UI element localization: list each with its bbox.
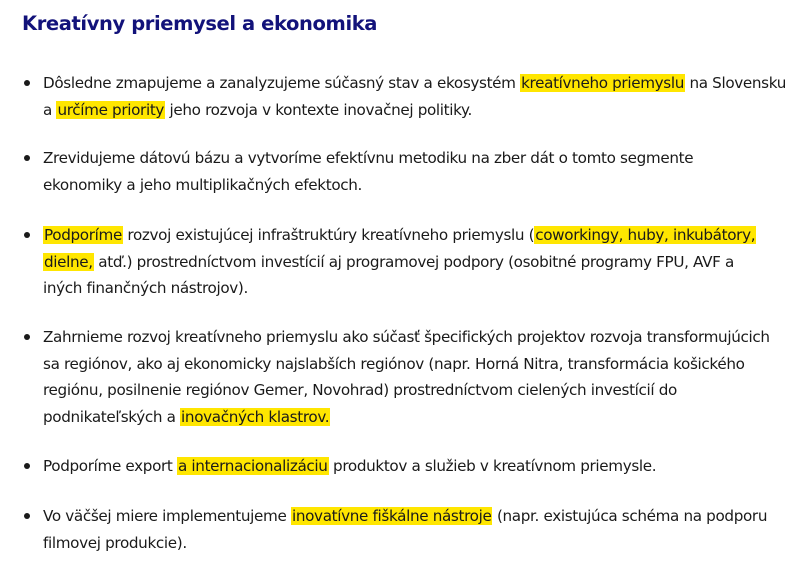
text-line	[43, 172, 362, 198]
text-line	[43, 70, 786, 96]
text-line	[43, 351, 745, 377]
section-heading: Kreatívny priemysel a ekonomika	[22, 12, 378, 35]
text-segment: ekonomiky a jeho multiplikačných efektoch.	[43, 175, 363, 194]
text-line	[43, 275, 248, 301]
bullet-dot-icon	[24, 513, 30, 519]
text-line	[43, 377, 677, 403]
highlighted-text: dielne,	[44, 252, 93, 271]
text-segment: podnikateľských a	[43, 407, 181, 426]
highlighted-text: coworkingy, huby, inkubátory,	[535, 226, 756, 244]
text-segment: sa regiónov, ako aj ekonomicky najslabších regiónov (napr. Horná Nitra, transformácia košického	[43, 354, 745, 373]
text-line	[43, 324, 770, 350]
text-segment: rozvoj existujúcej infraštruktúry kreatívneho priemyslu (	[122, 226, 535, 244]
bullet-dot-icon	[24, 232, 30, 238]
text-segment: iných finančných nástrojov).	[43, 279, 248, 297]
highlighted-text: Podporíme	[44, 226, 122, 244]
text-segment: Zahrnieme rozvoj kreatívneho priemyslu ako súčasť špecifických projektov rozvoja transformujúcich	[43, 328, 770, 346]
bullet-dot-icon	[24, 334, 30, 340]
highlighted-text: kreatívneho priemyslu	[521, 74, 684, 92]
text-line	[43, 145, 693, 171]
text-line	[43, 249, 734, 275]
text-segment: Zrevidujeme dátovú bázu a vytvoríme efektívnu metodiku na zber dát o tomto segmente	[43, 149, 694, 167]
highlighted-text: inovačných klastrov.	[181, 407, 330, 426]
text-segment: regiónu, posilnenie regiónov Gemer, Novohrad) prostredníctvom cielených investícií do	[43, 381, 677, 399]
text-segment: jeho rozvoja v kontexte inovačnej politiky.	[165, 100, 472, 119]
bullet-dot-icon	[24, 155, 30, 161]
highlighted-text: inovatívne fiškálne nástroje	[291, 507, 492, 525]
text-line	[43, 404, 330, 430]
text-segment: filmovej produkcie).	[43, 533, 187, 552]
highlighted-text: určíme priority	[57, 100, 165, 119]
text-line	[43, 222, 756, 248]
text-segment: Podporíme export	[43, 457, 177, 475]
highlighted-text: a internacionalizáciu	[178, 457, 328, 475]
text-line	[43, 503, 767, 529]
text-segment: produktov a služieb v kreatívnom priemysle.	[328, 457, 657, 475]
text-segment: na Slovensku	[684, 74, 786, 92]
text-segment: Vo väčšej miere implementujeme	[43, 507, 291, 525]
text-line	[43, 453, 656, 479]
text-segment: (napr. existujúca schéma na podporu	[492, 507, 768, 525]
text-segment: a	[43, 100, 57, 119]
text-line	[43, 97, 472, 123]
text-segment: atď.) prostredníctvom investícií aj programovej podpory (osobitné programy FPU, AVF a	[93, 252, 734, 271]
bullet-dot-icon	[24, 463, 30, 469]
text-segment: Dôsledne zmapujeme a zanalyzujeme súčasný stav a ekosystém	[43, 74, 521, 92]
bullet-dot-icon	[24, 80, 30, 86]
text-line	[43, 530, 187, 556]
